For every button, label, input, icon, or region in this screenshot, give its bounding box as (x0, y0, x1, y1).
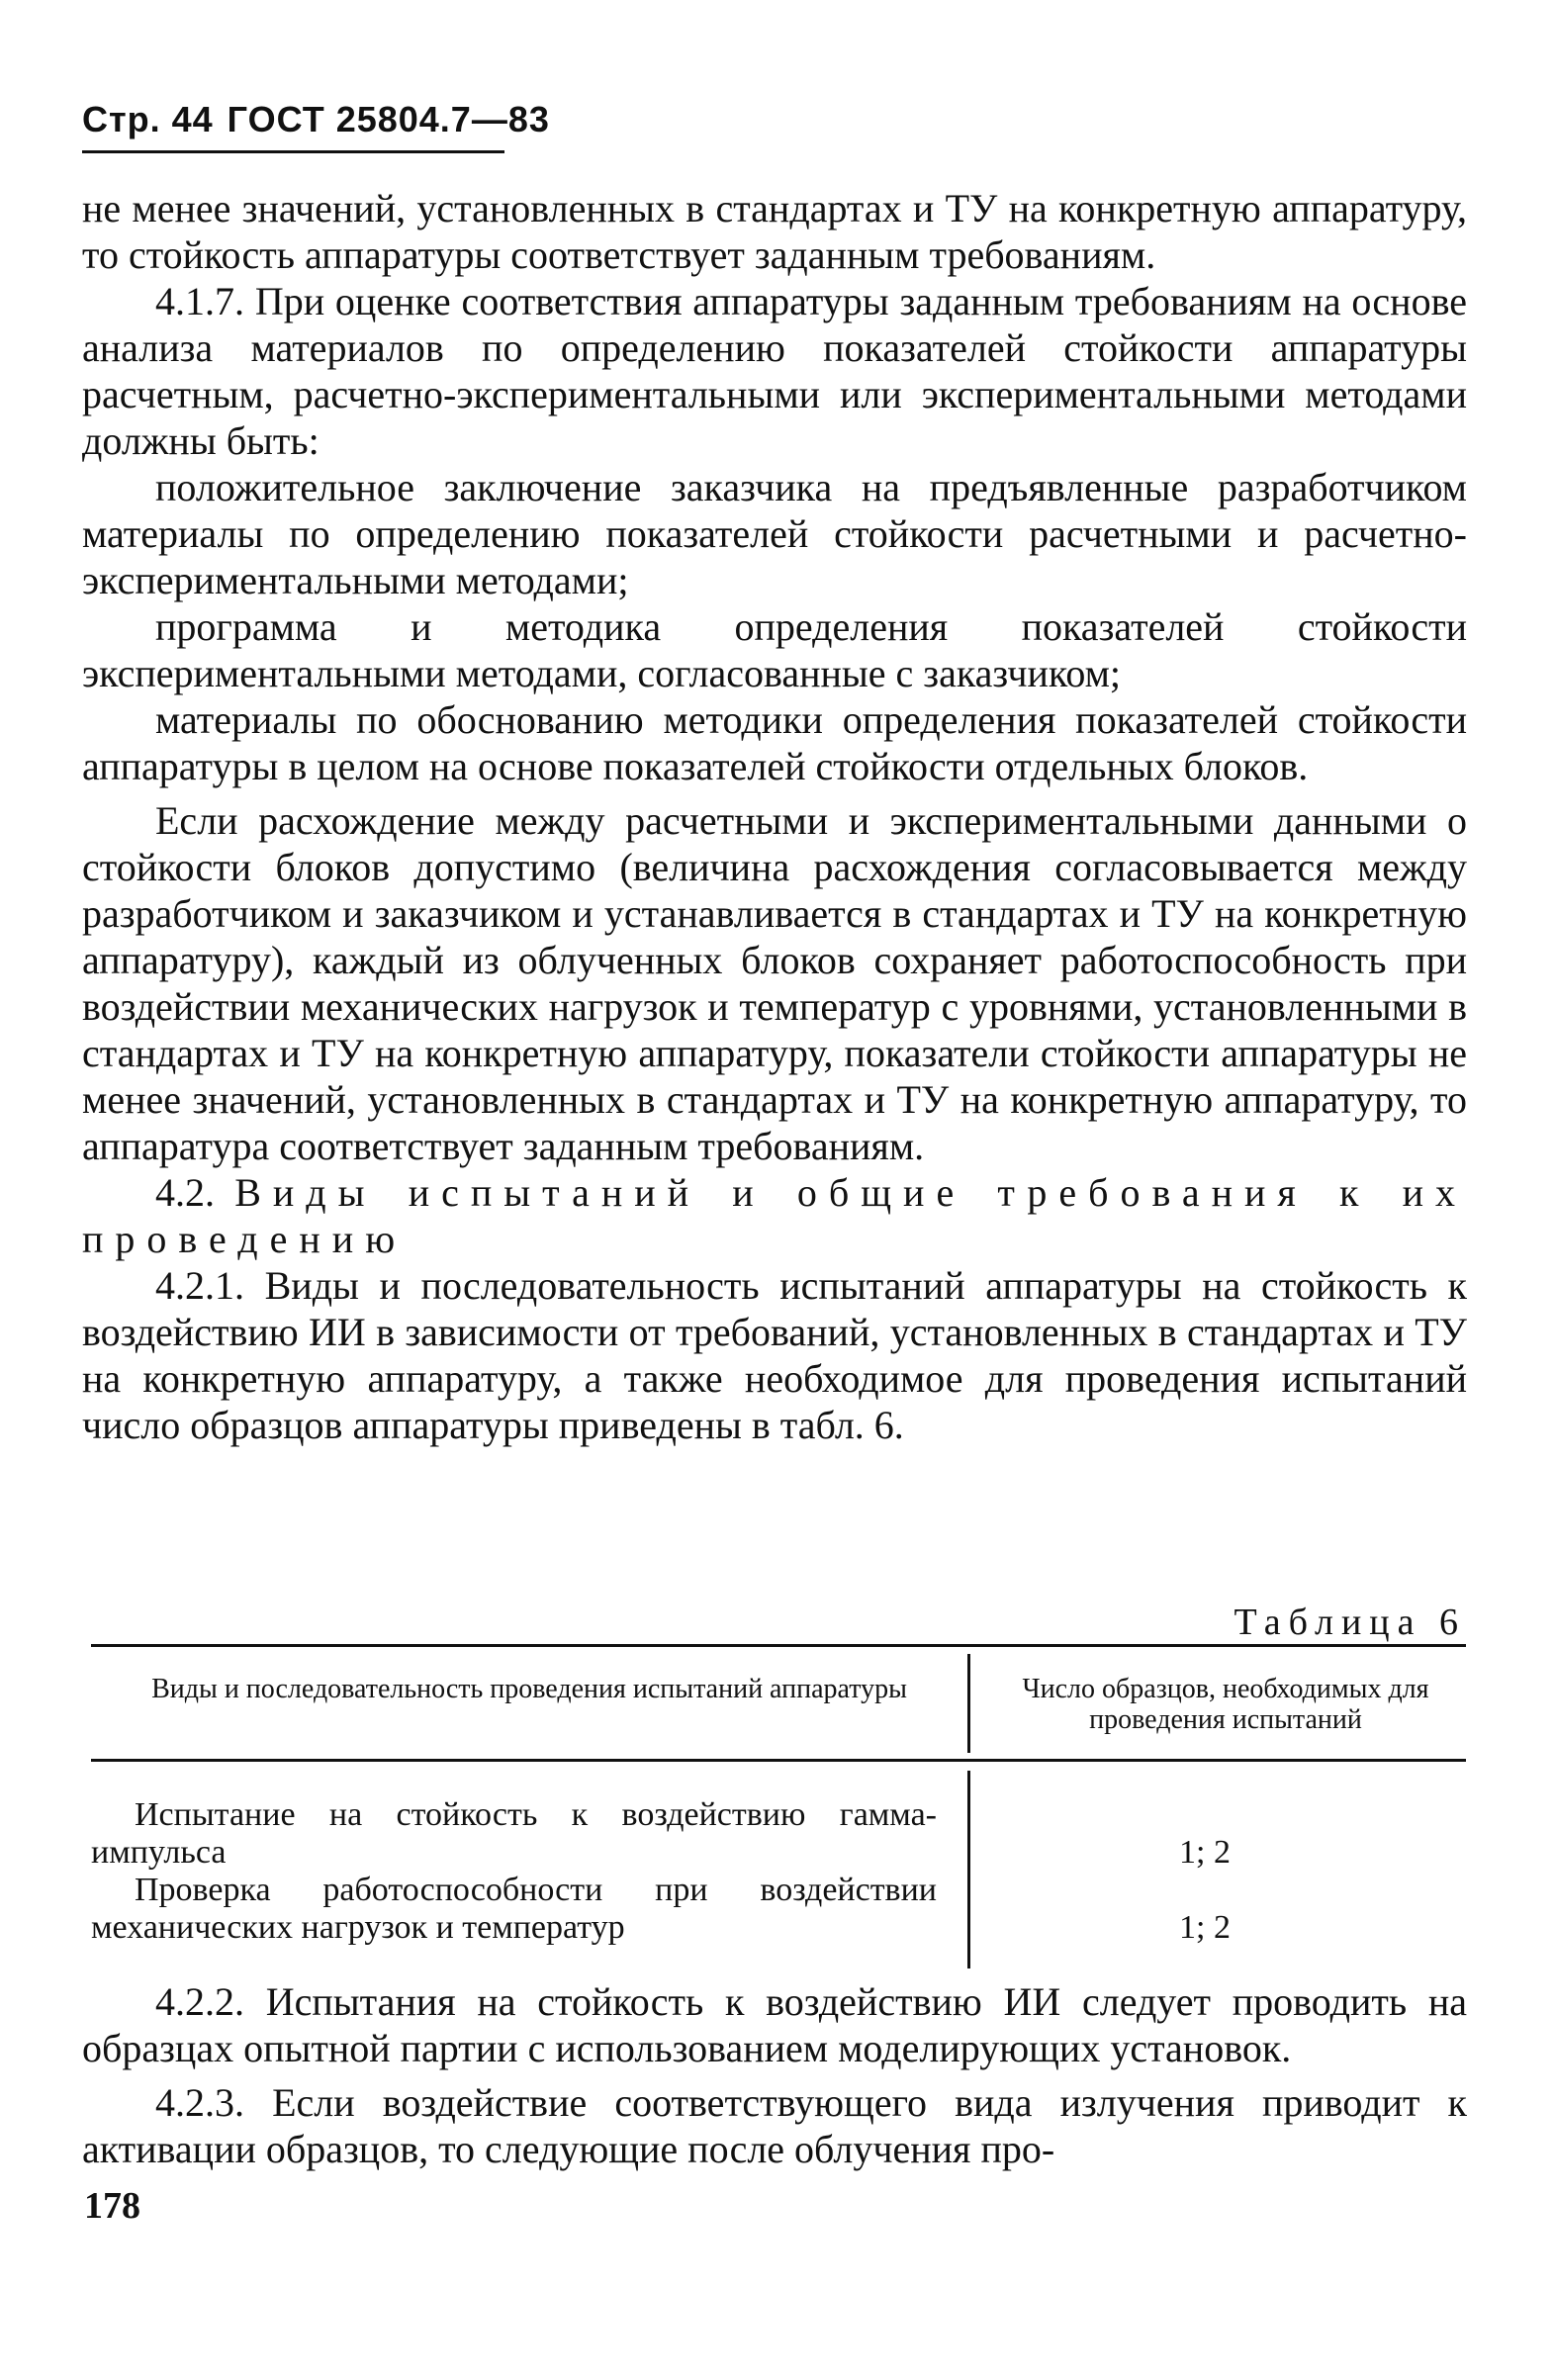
table-header-divider (967, 1654, 970, 1753)
section-heading (82, 1169, 1467, 1262)
section-number: 4.2. (155, 1170, 215, 1215)
standard-number: ГОСТ 25804.7—83 (227, 99, 550, 139)
paragraph-4-2-3: 4.2.3. Если воздействие соответствующего вида излучения приводит к активации образцов, то следующие после облучения про- (82, 2080, 1467, 2171)
table-row-1-name: Испытание на стойкость к воздействию гамма-импульса (91, 1796, 937, 1871)
list-item: материалы по обоснованию методики определения показателей стойкости аппаратуры в целом на основе показателей стойкости отдельных блоков. (82, 697, 1467, 788)
page-header (82, 99, 550, 140)
paragraph: не менее значений, установленных в стандартах и ТУ на конкретную аппаратуру, то стойкость аппаратуры соответствует заданным требованиям. (82, 186, 1467, 277)
table-col2-header: Число образцов, необходимых для проведения испытаний (1022, 1674, 1429, 1735)
table-row-2-name: Проверка работоспособности при воздействии механических нагрузок и температур (91, 1872, 937, 1946)
paragraph-4-1-7: 4.1.7. При оценке соответствия аппаратуры заданным требованиям на основе анализа материалов по определению показателей стойкости аппаратуры расчетным, расчетно-экспериментальными или экспериментальными методами должны быть: (82, 279, 1467, 463)
page-number: 178 (84, 2185, 140, 2227)
paragraph-4-2-2: 4.2.2. Испытания на стойкость к воздействию ИИ следует проводить на образцах опытной партии с использованием моделирующих установок. (82, 1979, 1467, 2070)
list-item: положительное заключение заказчика на предъявленные разработчиком материалы по определению показателей стойкости расчетными и расчетно-экспериментальными методами; (82, 465, 1467, 602)
table-row-2-count: 1; 2 (1179, 1909, 1231, 1946)
page-label: Стр. 44 (82, 99, 214, 139)
section-title: Виды испытаний и общие требования к их проведению (82, 1170, 1468, 1261)
table-header-rule (91, 1759, 1466, 1762)
list-item: программа и методика определения показателей стойкости экспериментальными методами, согласованные с заказчиком; (82, 604, 1467, 695)
table-row-1-count: 1; 2 (1179, 1834, 1231, 1871)
body-text-continued (82, 1978, 1467, 2172)
header-rule (82, 150, 504, 153)
table-col1-header: Виды и последовательность проведения испытаний аппаратуры (151, 1674, 907, 1704)
table-top-rule (91, 1644, 1466, 1647)
table-caption: Таблица 6 (1234, 1602, 1466, 1643)
paragraph-4-2-1: 4.2.1. Виды и последовательность испытаний аппаратуры на стойкость к воздействию ИИ в зависимости от требований, установленных в стандартах и ТУ на конкретную аппаратуру, а также необходимое для проведения испытаний число образцов аппаратуры приведены в табл. 6. (82, 1263, 1467, 1447)
paragraph: Если расхождение между расчетными и экспериментальными данными о стойкости блоков допустимо (величина расхождения согласовывается между разработчиком и заказчиком и устанавливается в стандартах и ТУ на конкретную аппаратуру), каждый из облученных блоков сохраняет работоспособность при воздействии механических нагрузок и температур с уровнями, установленными в стандартах и ТУ на конкретную аппаратуру, показатели стойкости аппаратуры не менее значений, установленных в стандартах и ТУ на конкретную аппаратуру, то аппаратура соответствует заданным требованиям. (82, 798, 1467, 1168)
body-text (82, 185, 1467, 1448)
table-body-divider (967, 1771, 970, 1968)
